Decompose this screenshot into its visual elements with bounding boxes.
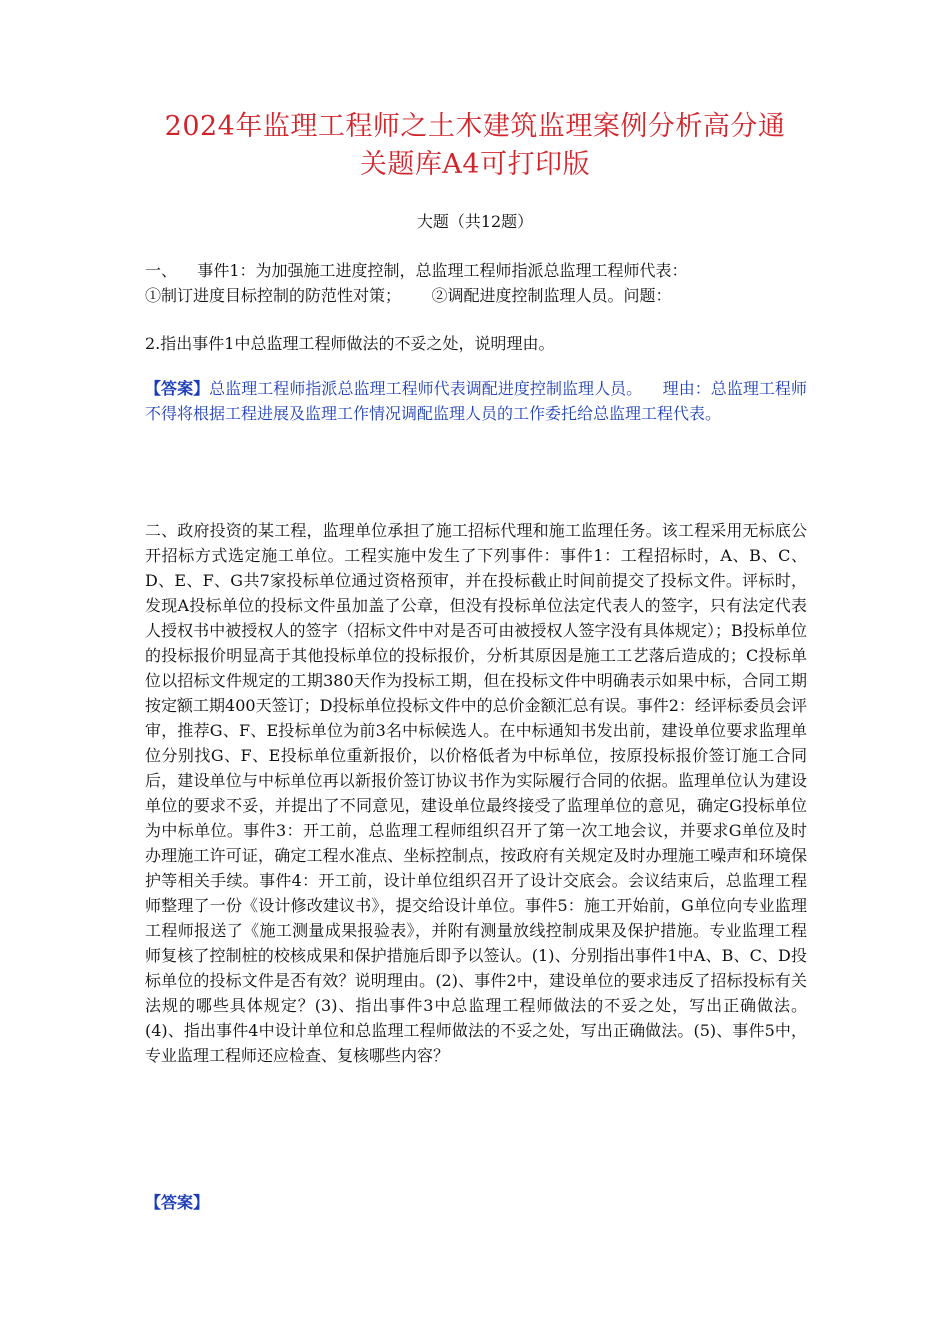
answer-2-label: 【答案】 bbox=[145, 1193, 210, 1212]
document-title bbox=[100, 108, 850, 184]
question-1 bbox=[145, 258, 807, 308]
answer-1-label: 【答案】 bbox=[145, 379, 210, 398]
question-1-line-1: 一、 事件1：为加强施工进度控制，总监理工程师指派总监理工程师代表： bbox=[145, 261, 688, 280]
answer-1-text: 总监理工程师指派总监理工程师代表调配进度控制监理人员。 理由：总监理工程师不得将根据工程进展及监理工作情况调配监理人员的工作委托给总监理工程代表。 bbox=[145, 379, 807, 423]
answer-1 bbox=[145, 376, 807, 426]
question-2: 二、政府投资的某工程，监理单位承担了施工招标代理和施工监理任务。该工程采用无标底公开招标方式选定施工单位。工程实施中发生了下列事件：事件1：工程招标时，A、B、C、D、E、F、G共7家投标单位通过资格预审，并在投标截止时间前提交了投标文件。评标时，发现A投标单位的投标文件虽加盖了公章，但没有投标单位法定代表人的签字，只有法定代表人授权书中被授权人的签字（招标文件中对是否可由被授权人签字没有具体规定）；B投标单位的投标报价明显高于其他投标单位的投标报价，分析其原因是施工工艺落后造成的；C投标单位以招标文件规定的工期380天作为投标工期，但在投标文件中明确表示如果中标，合同工期按定额工期400天签订；D投标单位投标文件中的总价金额汇总有误。事件2：经评标委员会评审，推荐G、F、E投标单位为前3名中标候选人。在中标通知书发出前，建设单位要求监理单位分别找G、F、E投标单位重新报价，以价格低者为中标单位，按原投标报价签订施工合同后，建设单位与中标单位再以新报价签订协议书作为实际履行合同的依据。监理单位认为建设单位的要求不妥，并提出了不同意见，建设单位最终接受了监理单位的意见，确定G投标单位为中标单位。事件3：开工前，总监理工程师组织召开了第一次工地会议，并要求G单位及时办理施工许可证，确定工程水准点、坐标控制点，按政府有关规定及时办理施工噪声和环境保护等相关手续。事件4：开工前，设计单位组织召开了设计交底会。会议结束后，总监理工程师整理了一份《设计修改建议书》，提交给设计单位。事件5：施工开始前，G单位向专业监理工程师报送了《施工测量成果报验表》，并附有测量放线控制成果及保护措施。专业监理工程师复核了控制桩的校核成果和保护措施后即予以签认。(1)、分别指出事件1中A、B、C、D投标单位的投标文件是否有效？说明理由。(2)、事件2中，建设单位的要求违反了招标投标有关法规的哪些具体规定？(3)、指出事件3中总监理工程师做法的不妥之处，写出正确做法。(4)、指出事件4中设计单位和总监理工程师做法的不妥之处，写出正确做法。(5)、事件5中，专业监理工程师还应检查、复核哪些内容？ bbox=[145, 521, 807, 1065]
title-line-2: 关题库A4可打印版 bbox=[359, 149, 591, 180]
question-1-line-2: ①制订进度目标控制的防范性对策； ②调配进度控制监理人员。问题： bbox=[145, 286, 672, 305]
title-line-1: 2024年监理工程师之土木建筑监理案例分析高分通 bbox=[164, 111, 786, 142]
question-1-sub: 2.指出事件1中总监理工程师做法的不妥之处，说明理由。 bbox=[145, 334, 555, 353]
section-header: 大题（共12题） bbox=[416, 212, 534, 231]
